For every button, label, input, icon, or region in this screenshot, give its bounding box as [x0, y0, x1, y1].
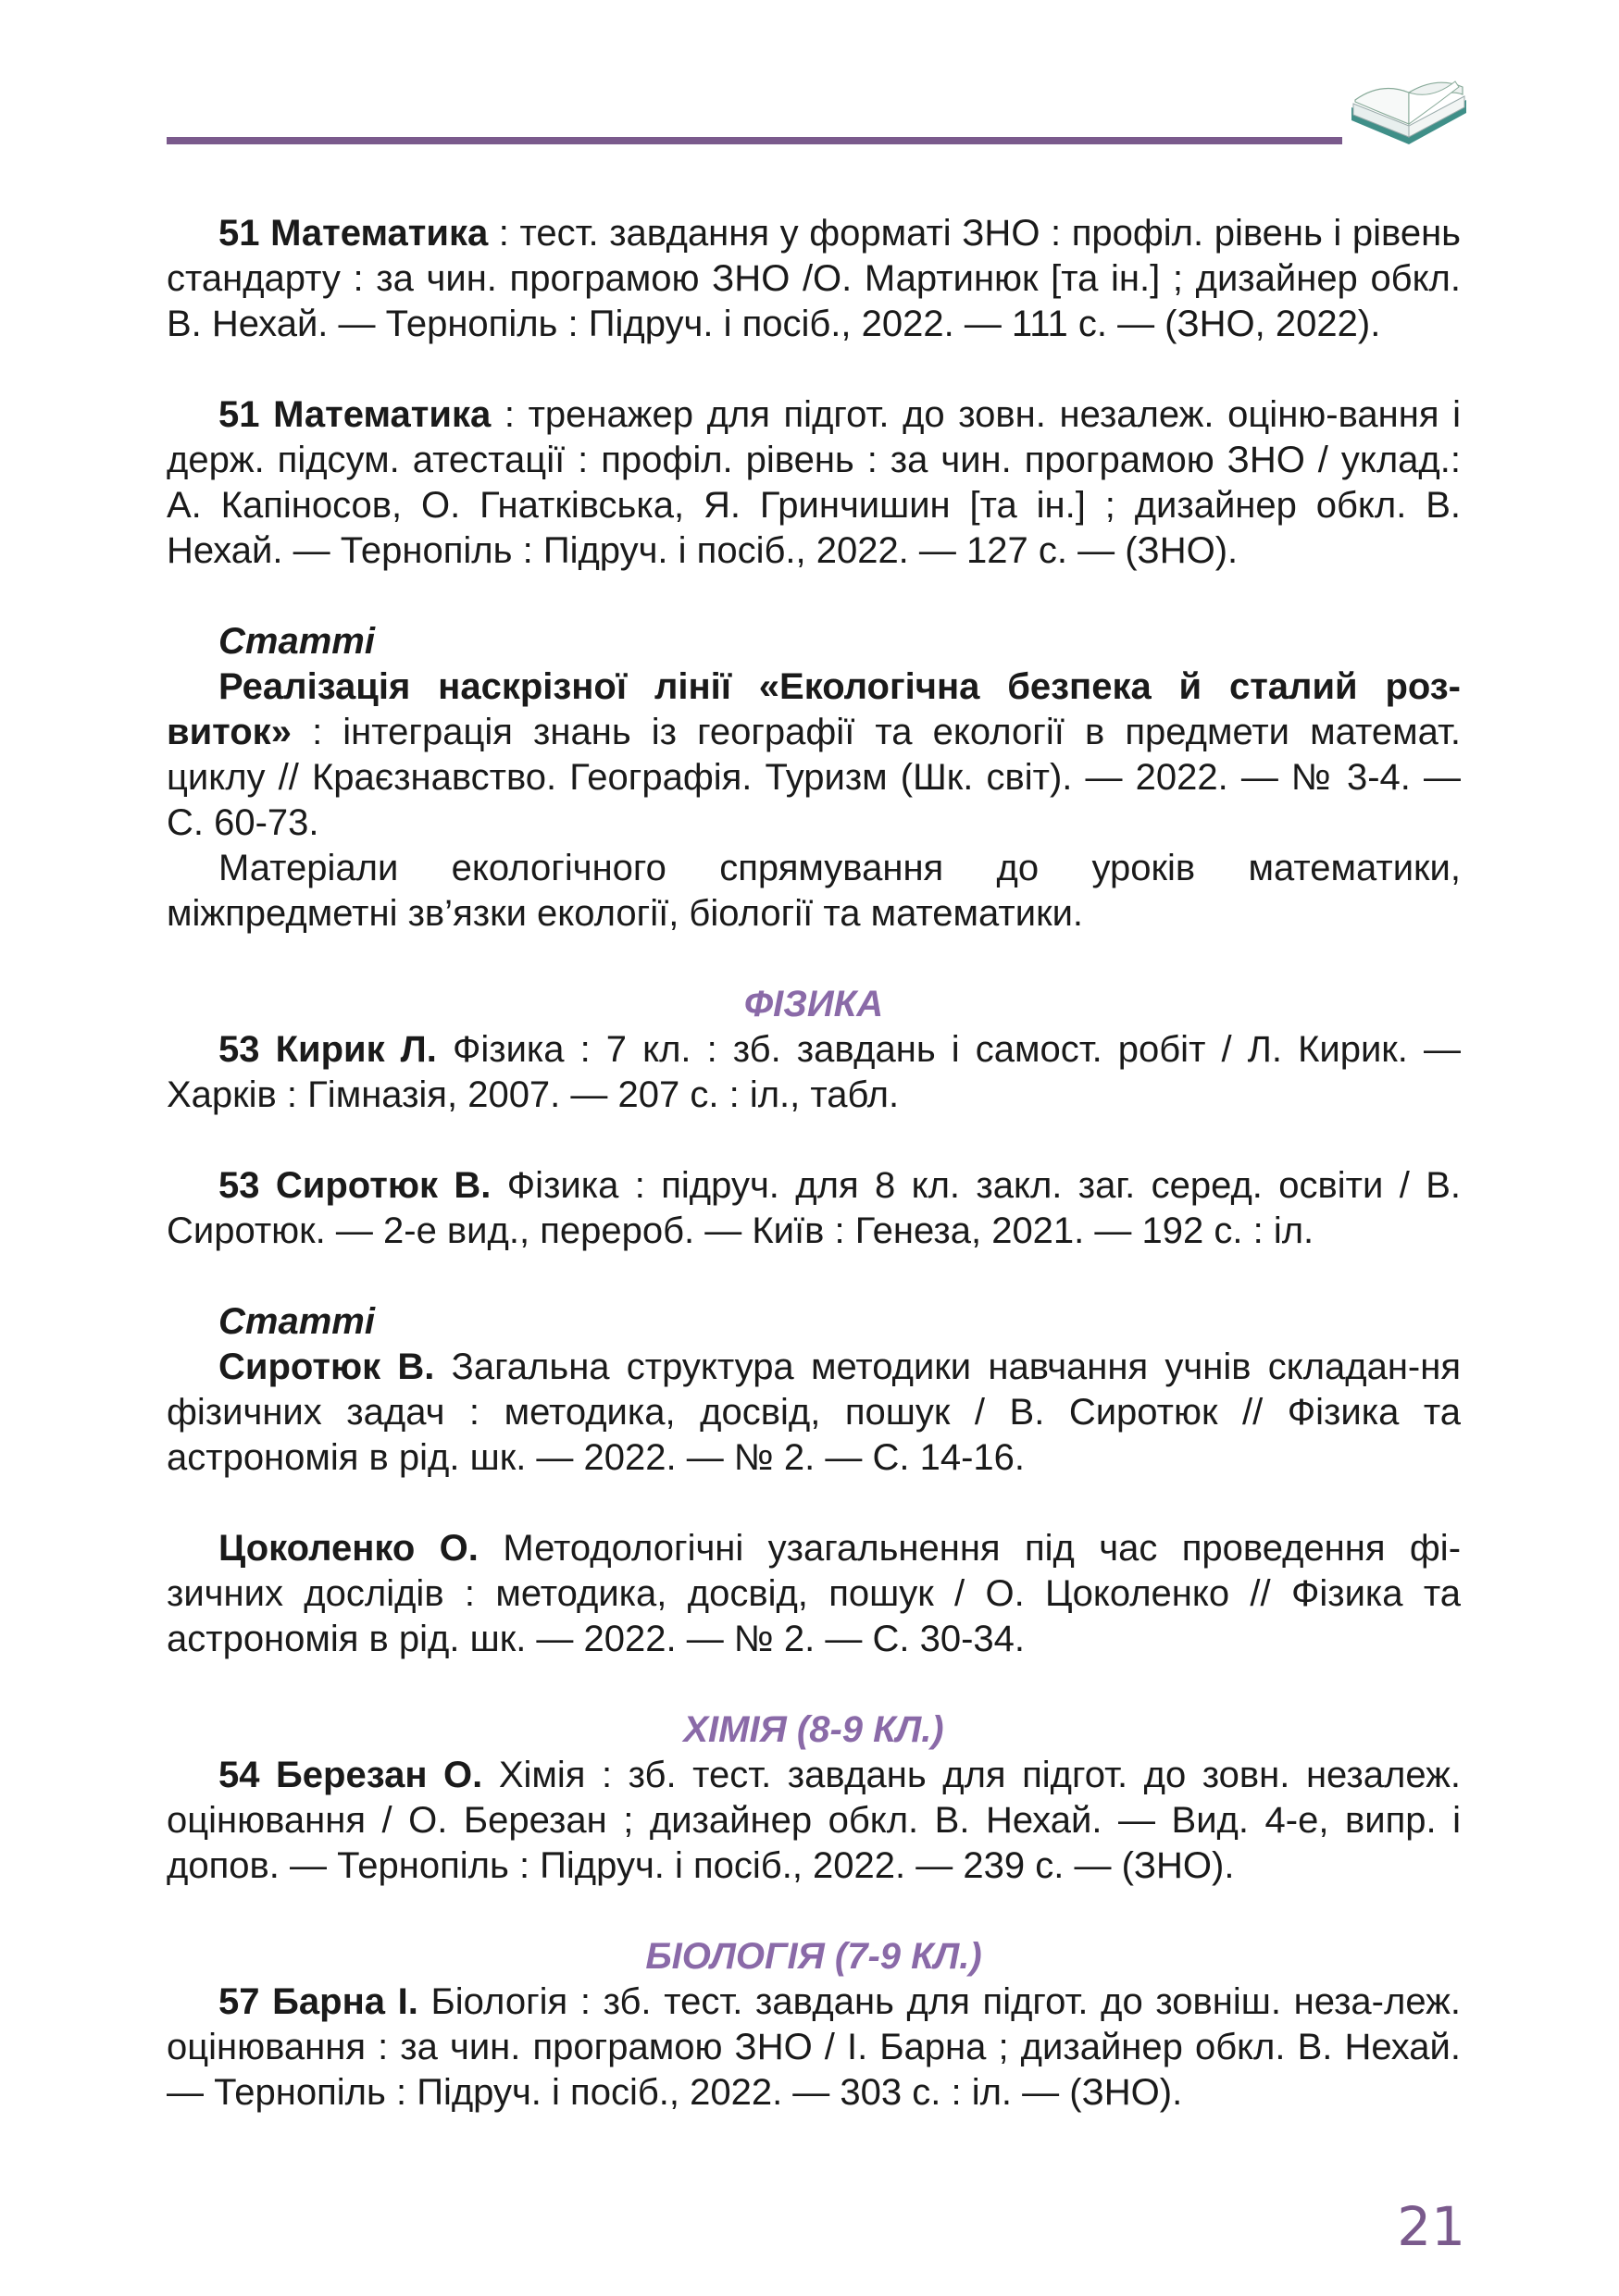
header-rule: [167, 137, 1342, 144]
bibliography-entry: 53 Кирик Л. Фізика : 7 кл. : зб. завдань і самост. робіт / Л. Кирик. — Харків : Гімназія, 2007. — 207 с. : іл., табл.: [167, 1029, 1461, 1115]
page-number: 21: [1397, 2195, 1465, 2258]
article-entry: Реалізація наскрізної лінії «Екологічна безпека й сталий роз-виток» : інтеграція знань із географії та екології в предмети математ. циклу // Краєзнавство. Географія. Туризм (Шк. світ). — 2022. — № 3-4. — С. 60-73.: [167, 666, 1461, 843]
article-entry: Сиротюк В. Загальна структура методики навчання учнів складан-ня фізичних задач : методика, досвід, пошук / В. Сиротюк // Фізика та астрономія в рід. шк. — 2022. — № 2. — С. 14-16.: [167, 1347, 1461, 1478]
bibliography-entry: 51 Математика : тренажер для підгот. до зовн. незалеж. оціню-вання і держ. підсум. атестації : профіл. рівень : за чин. програмою ЗНО / уклад.: А. Капіносов, О. Гнатківська, Я. Гринчишин [та ін.] ; дизайнер обкл. В. Нехай. — Тернопіль : Підруч. і посіб., 2022. — 127 с. — (ЗНО).: [167, 394, 1461, 571]
articles-label: Статті: [218, 621, 375, 662]
article-entry: Цоколенко О. Методологічні узагальнення під час проведення фі-зичних дослідів : методика, досвід, пошук / О. Цоколенко // Фізика та астрономія в рід. шк. — 2022. — № 2. — С. 30-34.: [167, 1528, 1462, 1659]
articles-label: Статті: [218, 1301, 375, 1342]
section-heading-chemistry: ХІМІЯ (8-9 КЛ.): [683, 1709, 944, 1750]
section-heading-physics: ФІЗИКА: [743, 984, 884, 1024]
article-annotation: Матеріали екологічного спрямування до уроків математики, міжпредметні зв’язки екології, біології та математики.: [167, 848, 1461, 934]
open-book-icon: [1344, 72, 1474, 174]
section-heading-biology: БІОЛОГІЯ (7-9 КЛ.): [645, 1936, 982, 1977]
bibliography-entry: 51 Математика : тест. завдання у форматі ЗНО : профіл. рівень і рівень стандарту : за чин. програмою ЗНО /О. Мартинюк [та ін.] ; дизайнер обкл. В. Нехай. — Тернопіль : Підруч. і посіб., 2022. — 111 с. — (ЗНО, 2022).: [167, 213, 1461, 344]
bibliography-entry: 53 Сиротюк В. Фізика : підруч. для 8 кл. закл. заг. серед. освіти / В. Сиротюк. — 2-е вид., перероб. — Київ : Генеза, 2021. — 192 с. : іл.: [167, 1165, 1461, 1251]
bibliography-content: [167, 211, 1461, 2116]
bibliography-entry: 57 Барна І. Біологія : зб. тест. завдань для підгот. до зовніш. неза-леж. оцінювання : за чин. програмою ЗНО / І. Барна ; дизайнер обкл. В. Нехай. — Тернопіль : Підруч. і посіб., 2022. — 303 с. : іл. — (ЗНО).: [167, 1981, 1462, 2113]
bibliography-entry: 54 Березан О. Хімія : зб. тест. завдань для підгот. до зовн. незалеж. оцінювання / О. Березан ; дизайнер обкл. В. Нехай. — Вид. 4-е, випр. і допов. — Тернопіль : Підруч. і посіб., 2022. — 239 с. — (ЗНО).: [167, 1755, 1461, 1886]
